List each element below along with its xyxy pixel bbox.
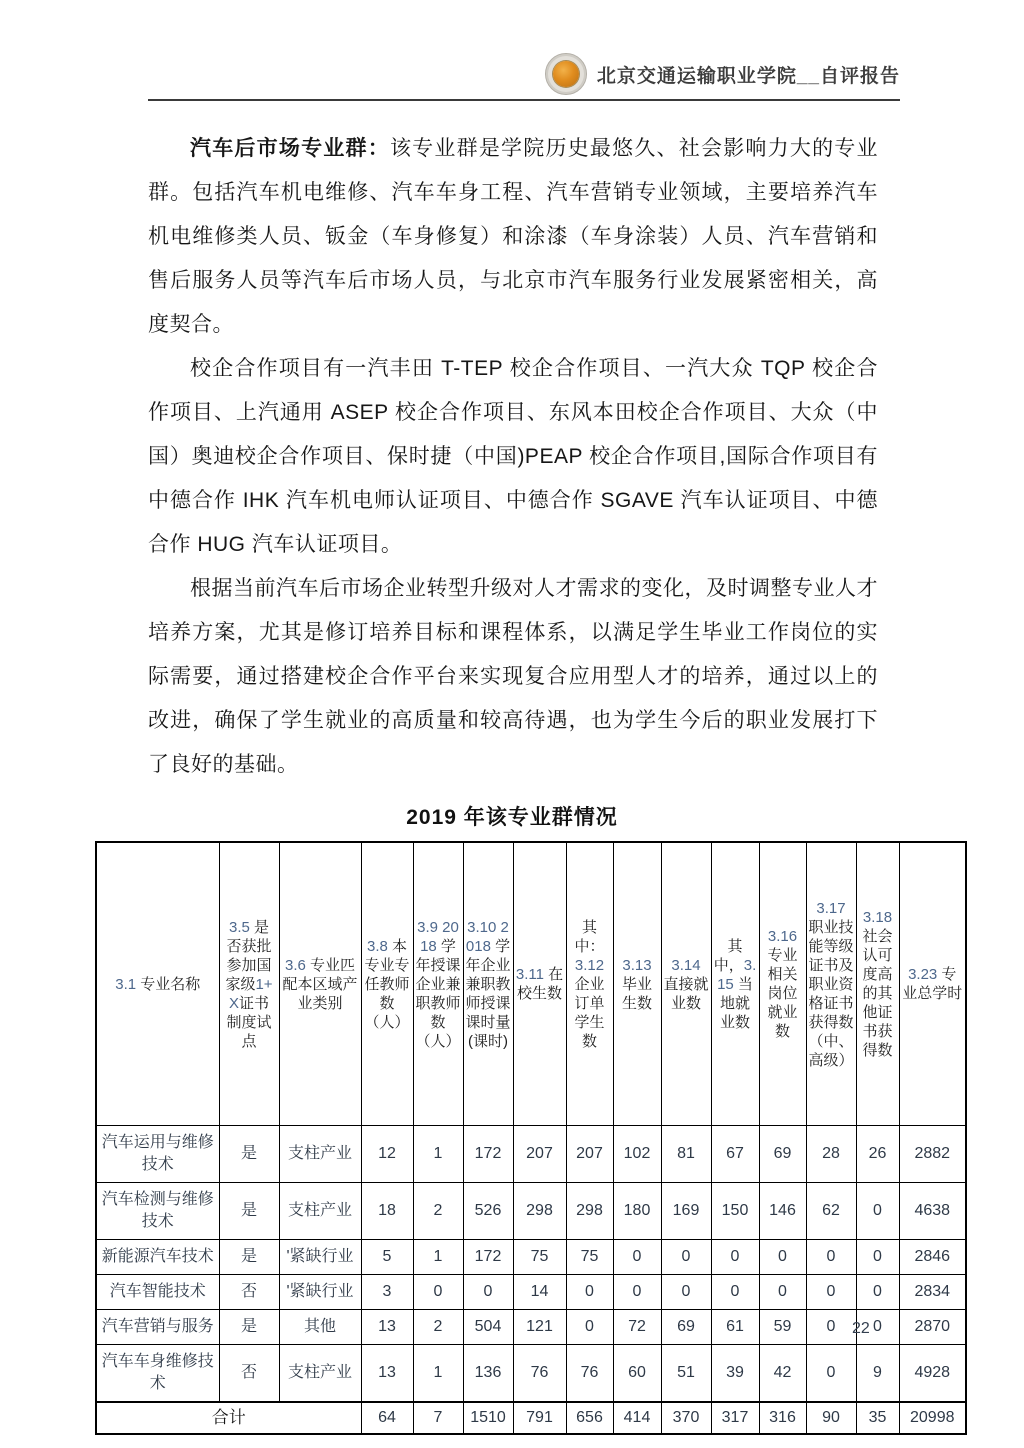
value-cell: 0 (413, 1275, 463, 1310)
value-cell: 5 (361, 1240, 413, 1275)
value-cell: 67 (711, 1126, 759, 1183)
value-cell: 2882 (899, 1126, 966, 1183)
value-cell: 0 (613, 1275, 661, 1310)
column-header: 3.6 专业匹配本区域产业类别 (279, 842, 361, 1126)
value-cell: 0 (661, 1240, 711, 1275)
value-cell: 62 (806, 1183, 856, 1240)
value-cell: 支柱产业 (279, 1126, 361, 1183)
value-cell: 18 (361, 1183, 413, 1240)
value-cell: 298 (566, 1183, 613, 1240)
value-cell: 1 (413, 1345, 463, 1403)
college-seal-icon (545, 53, 587, 95)
table-row (96, 1275, 966, 1310)
value-cell: 61 (711, 1310, 759, 1345)
value-cell: 0 (566, 1310, 613, 1345)
column-header: 3.17 职业技能等级证书及职业资格证书获得数（中、高级） (806, 842, 856, 1126)
column-header: 3.1 专业名称 (96, 842, 219, 1126)
paragraph-3: 根据当前汽车后市场企业转型升级对人才需求的变化，及时调整专业人才培养方案，尤其是修订培养目标和课程体系，以满足学生毕业工作岗位的实际需要，通过搭建校企合作平台来实现复合应用型人才的培养，通过以上的改进，确保了学生就业的高质量和较高待遇，也为学生今后的职业发展打下了良好的基础。 (148, 577, 878, 776)
value-cell: 0 (806, 1275, 856, 1310)
column-header: 3.5 是否获批参加国家级1+X证书制度试点 (219, 842, 279, 1126)
table-row (96, 1183, 966, 1240)
value-cell: 0 (463, 1275, 513, 1310)
value-cell: 0 (759, 1275, 806, 1310)
major-name-cell: 汽车车身维修技术 (96, 1345, 219, 1403)
value-cell: 169 (661, 1183, 711, 1240)
value-cell: 4928 (899, 1345, 966, 1403)
major-name-cell: 汽车智能技术 (96, 1275, 219, 1310)
value-cell: 26 (856, 1126, 899, 1183)
value-cell: 207 (566, 1126, 613, 1183)
value-cell: 1 (413, 1126, 463, 1183)
column-header: 其中：3.12 企业订单学生数 (566, 842, 613, 1126)
value-cell: 69 (661, 1310, 711, 1345)
total-value-cell: 370 (661, 1402, 711, 1434)
value-cell: 2846 (899, 1240, 966, 1275)
value-cell: 0 (856, 1310, 899, 1345)
value-cell: 75 (513, 1240, 566, 1275)
total-value-cell: 7 (413, 1402, 463, 1434)
value-cell: 0 (759, 1240, 806, 1275)
value-cell: 4638 (899, 1183, 966, 1240)
column-header: 3.16 专业相关岗位就业数 (759, 842, 806, 1126)
report-header-title: 北京交通运输职业学院__自评报告 (596, 65, 900, 87)
table-row (96, 1345, 966, 1403)
value-cell: 172 (463, 1126, 513, 1183)
column-header: 3.18 社会认可度高的其他证书获得数 (856, 842, 899, 1126)
value-cell: 81 (661, 1126, 711, 1183)
value-cell: 2834 (899, 1275, 966, 1310)
value-cell: 207 (513, 1126, 566, 1183)
table-body (96, 1126, 966, 1435)
value-cell: 59 (759, 1310, 806, 1345)
value-cell: 13 (361, 1310, 413, 1345)
value-cell: 0 (566, 1275, 613, 1310)
total-value-cell: 791 (513, 1402, 566, 1434)
value-cell: 其他 (279, 1310, 361, 1345)
value-cell: 否 (219, 1345, 279, 1403)
total-value-cell: 90 (806, 1402, 856, 1434)
value-cell: 146 (759, 1183, 806, 1240)
total-value-cell: 20998 (899, 1402, 966, 1434)
major-group-table (95, 841, 967, 1435)
column-header: 其中，3.15 当地就业数 (711, 842, 759, 1126)
value-cell: 0 (856, 1275, 899, 1310)
value-cell: 0 (806, 1310, 856, 1345)
college-seal-core-icon (553, 61, 579, 87)
value-cell: 0 (856, 1240, 899, 1275)
total-value-cell: 656 (566, 1402, 613, 1434)
paragraph-1 (148, 127, 878, 347)
value-cell: 0 (711, 1240, 759, 1275)
value-cell: 是 (219, 1310, 279, 1345)
table-total-row (96, 1402, 966, 1434)
table-row (96, 1310, 966, 1345)
value-cell: 支柱产业 (279, 1183, 361, 1240)
column-header: 3.13 毕业生数 (613, 842, 661, 1126)
column-header: 3.14 直接就业数 (661, 842, 711, 1126)
value-cell: 3 (361, 1275, 413, 1310)
total-value-cell: 414 (613, 1402, 661, 1434)
value-cell: 136 (463, 1345, 513, 1403)
value-cell: 504 (463, 1310, 513, 1345)
paragraph-1-body: 该专业群是学院历史最悠久、社会影响力大的专业群。包括汽车机电维修、汽车车身工程、汽车营销专业领域，主要培养汽车机电维修类人员、钣金（车身修复）和涂漆（车身涂装）人员、汽车营销和售后服务人员等汽车后市场人员，与北京市汽车服务行业发展紧密相关，高度契合。 (148, 137, 879, 336)
value-cell: '紧缺行业 (279, 1240, 361, 1275)
value-cell: 42 (759, 1345, 806, 1403)
value-cell: '紧缺行业 (279, 1275, 361, 1310)
value-cell: 2 (413, 1310, 463, 1345)
value-cell: 9 (856, 1345, 899, 1403)
page-number: 22 (852, 1320, 870, 1337)
paragraph-1-lead: 汽车后市场专业群： (190, 137, 390, 160)
value-cell: 0 (806, 1345, 856, 1403)
page-content (148, 127, 878, 787)
value-cell: 支柱产业 (279, 1345, 361, 1403)
value-cell: 69 (759, 1126, 806, 1183)
value-cell: 12 (361, 1126, 413, 1183)
value-cell: 14 (513, 1275, 566, 1310)
value-cell: 102 (613, 1126, 661, 1183)
value-cell: 76 (566, 1345, 613, 1403)
value-cell: 13 (361, 1345, 413, 1403)
column-header: 3.10 2018 学年企业兼职教师授课课时量(课时) (463, 842, 513, 1126)
value-cell: 否 (219, 1275, 279, 1310)
value-cell: 28 (806, 1126, 856, 1183)
major-name-cell: 汽车检测与维修技术 (96, 1183, 219, 1240)
major-name-cell: 汽车营销与服务 (96, 1310, 219, 1345)
value-cell: 2870 (899, 1310, 966, 1345)
value-cell: 172 (463, 1240, 513, 1275)
total-value-cell: 317 (711, 1402, 759, 1434)
value-cell: 是 (219, 1126, 279, 1183)
value-cell: 180 (613, 1183, 661, 1240)
value-cell: 60 (613, 1345, 661, 1403)
value-cell: 0 (661, 1275, 711, 1310)
paragraph-2: 校企合作项目有一汽丰田 T-TEP 校企合作项目、一汽大众 TQP 校企合作项目、上汽通用 ASEP 校企合作项目、东风本田校企合作项目、大众（中国）奥迪校企合作项目、保时捷（中国)PEAP 校企合作项目,国际合作项目有中德合作 IHK 汽车机电师认证项目、中德合作 SGAVE 汽车认证项目、中德合作 HUG 汽车认证项目。 (148, 357, 878, 556)
total-value-cell: 316 (759, 1402, 806, 1434)
major-name-cell: 汽车运用与维修技术 (96, 1126, 219, 1183)
value-cell: 72 (613, 1310, 661, 1345)
value-cell: 51 (661, 1345, 711, 1403)
value-cell: 0 (806, 1240, 856, 1275)
column-header: 3.23 专业总学时 (899, 842, 966, 1126)
value-cell: 1 (413, 1240, 463, 1275)
value-cell: 76 (513, 1345, 566, 1403)
value-cell: 0 (613, 1240, 661, 1275)
table-row (96, 1240, 966, 1275)
table-title: 2019 年该专业群情况 (406, 806, 618, 829)
column-header: 3.11 在校生数 (513, 842, 566, 1126)
total-label-cell: 合计 (96, 1402, 361, 1434)
table-header-row (96, 842, 966, 1126)
value-cell: 0 (856, 1183, 899, 1240)
value-cell: 是 (219, 1183, 279, 1240)
total-value-cell: 64 (361, 1402, 413, 1434)
column-header: 3.8 本专业专任教师数（人） (361, 842, 413, 1126)
running-header (148, 53, 900, 101)
value-cell: 526 (463, 1183, 513, 1240)
value-cell: 121 (513, 1310, 566, 1345)
value-cell: 150 (711, 1183, 759, 1240)
major-name-cell: 新能源汽车技术 (96, 1240, 219, 1275)
value-cell: 2 (413, 1183, 463, 1240)
value-cell: 298 (513, 1183, 566, 1240)
total-value-cell: 35 (856, 1402, 899, 1434)
total-value-cell: 1510 (463, 1402, 513, 1434)
value-cell: 39 (711, 1345, 759, 1403)
column-header: 3.9 2018 学年授课企业兼职教师数（人） (413, 842, 463, 1126)
value-cell: 0 (711, 1275, 759, 1310)
value-cell: 75 (566, 1240, 613, 1275)
value-cell: 是 (219, 1240, 279, 1275)
table-row (96, 1126, 966, 1183)
